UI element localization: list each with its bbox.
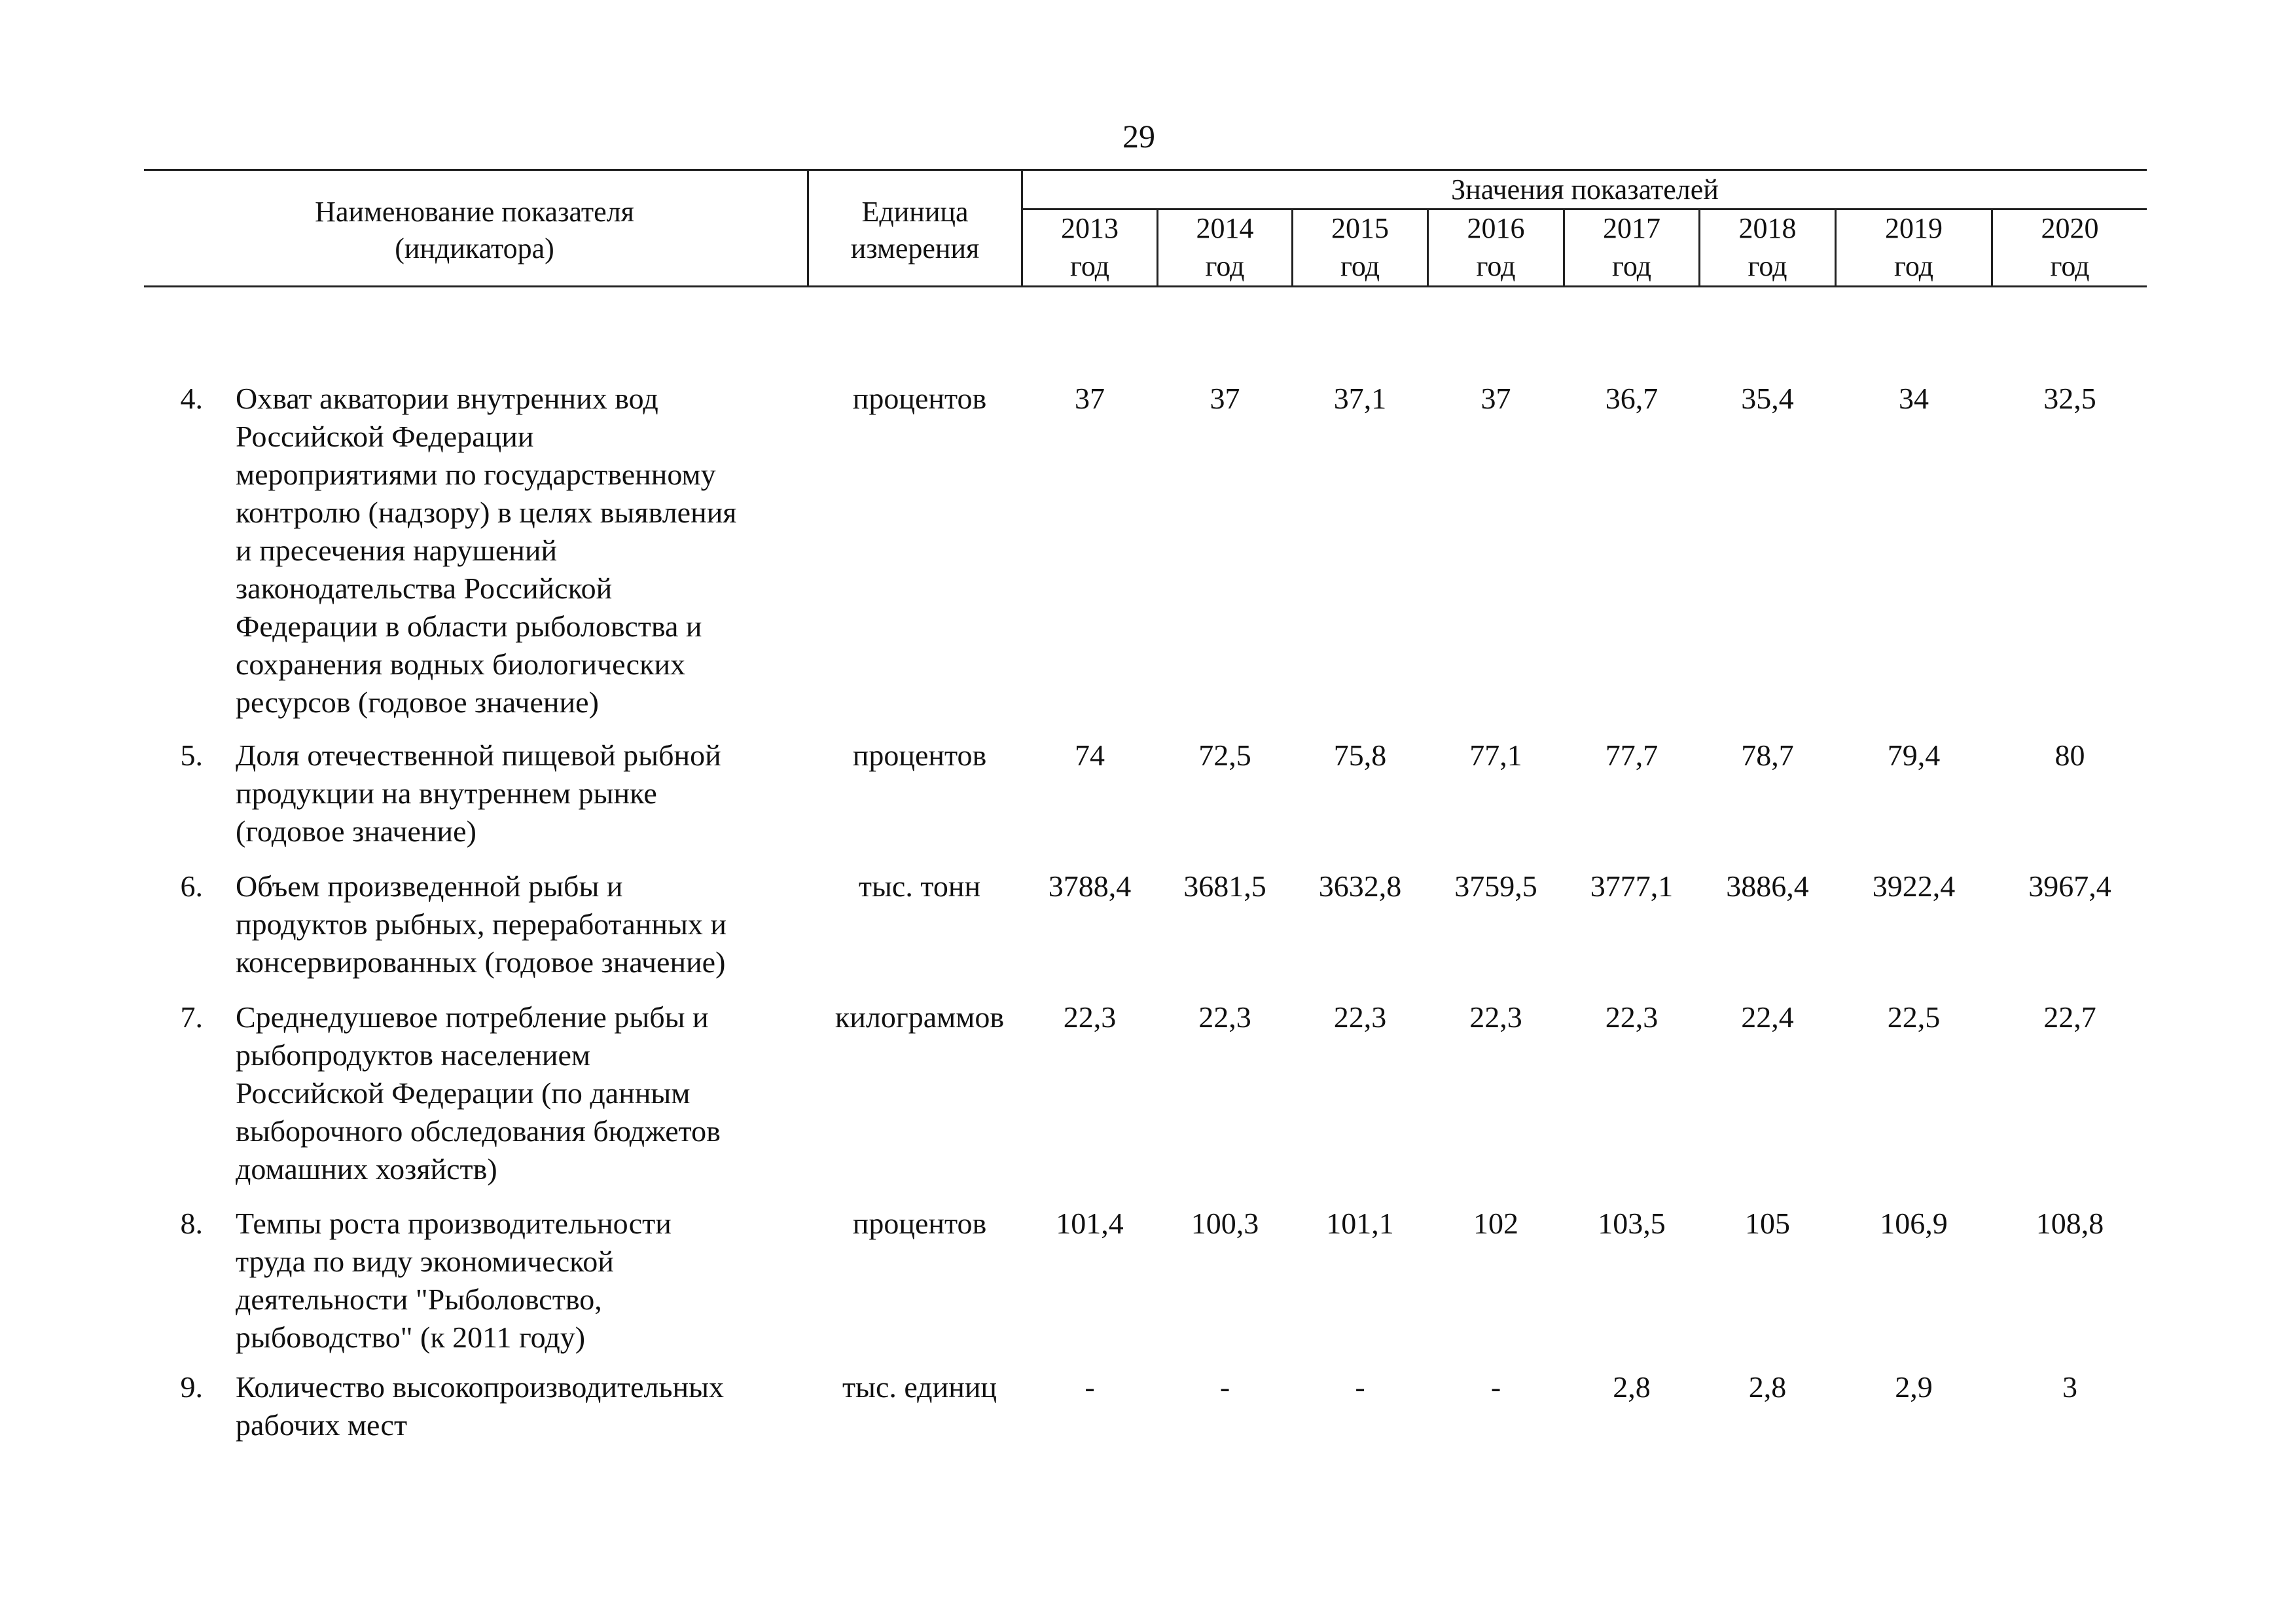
value-cell-2018: 22,4 xyxy=(1741,1000,1794,1034)
value-cell-2013: 37 xyxy=(1075,382,1105,415)
year-suffix: год xyxy=(2050,250,2090,282)
value-cell-2016: 37 xyxy=(1480,382,1511,415)
value-cell-2014: - xyxy=(1219,1370,1230,1404)
year-suffix: год xyxy=(1069,250,1110,282)
year-divider xyxy=(1835,210,1837,287)
header-year-5 xyxy=(1700,210,1835,285)
indicator-name-line: Охват акватории внутренних вод xyxy=(236,382,658,415)
row-number: 4. xyxy=(180,382,203,415)
value-cell-2018: 78,7 xyxy=(1741,739,1794,772)
header-year-3 xyxy=(1429,210,1563,285)
indicator-name-line: продуктов рыбных, переработанных и xyxy=(236,907,726,941)
unit-of-measure: тыс. тонн xyxy=(858,869,981,903)
indicator-name-line: мероприятиями по государственному xyxy=(236,458,716,491)
value-cell-2020: 80 xyxy=(2054,739,2085,772)
indicator-name-line: продукции на внутреннем рынке xyxy=(236,776,657,810)
unit-of-measure: тыс. единиц xyxy=(842,1370,997,1404)
indicator-name-line: Российской Федерации xyxy=(236,420,534,453)
value-cell-2015: 75,8 xyxy=(1333,739,1387,772)
header-bottom-rule xyxy=(144,285,2147,287)
indicator-name-line: (годовое значение) xyxy=(236,814,476,848)
value-cell-2015: 22,3 xyxy=(1333,1000,1387,1034)
value-cell-2017: 36,7 xyxy=(1605,382,1659,415)
value-cell-2019: 79,4 xyxy=(1887,739,1941,772)
indicator-name-line: Среднедушевое потребление рыбы и xyxy=(236,1000,709,1034)
table-row xyxy=(0,867,2296,981)
value-cell-2013: 3788,4 xyxy=(1048,869,1132,903)
year-divider xyxy=(1291,210,1293,287)
value-cell-2013: 22,3 xyxy=(1063,1000,1117,1034)
header-unit-line1: Единица xyxy=(861,196,969,228)
header-year-0 xyxy=(1023,210,1157,285)
indicator-name-line: ресурсов (годовое значение) xyxy=(236,685,599,719)
year-label: 2014 xyxy=(1196,212,1254,244)
year-suffix: год xyxy=(1205,250,1245,282)
value-cell-2015: 3632,8 xyxy=(1318,869,1402,903)
value-cell-2020: 3967,4 xyxy=(2028,869,2111,903)
unit-of-measure: процентов xyxy=(852,739,987,772)
value-cell-2013: - xyxy=(1085,1370,1095,1404)
header-name-line1: Наименование показателя xyxy=(315,196,634,228)
value-cell-2020: 3 xyxy=(2062,1370,2077,1404)
year-suffix: год xyxy=(1340,250,1380,282)
unit-of-measure: килограммов xyxy=(834,1000,1005,1034)
value-cell-2018: 105 xyxy=(1745,1207,1790,1240)
year-suffix: год xyxy=(1476,250,1516,282)
year-label: 2020 xyxy=(2041,212,2099,244)
header-unit-line2: измерения xyxy=(850,232,980,264)
year-suffix: год xyxy=(1893,250,1934,282)
value-cell-2015: 101,1 xyxy=(1326,1207,1394,1240)
value-cell-2017: 3777,1 xyxy=(1590,869,1674,903)
indicator-name xyxy=(236,737,812,850)
value-cell-2017: 22,3 xyxy=(1605,1000,1659,1034)
year-divider xyxy=(1157,210,1158,287)
value-cell-2018: 2,8 xyxy=(1748,1370,1787,1404)
row-number: 5. xyxy=(180,739,203,772)
indicator-name-line: домашних хозяйств) xyxy=(236,1152,497,1186)
value-cell-2019: 2,9 xyxy=(1895,1370,1933,1404)
header-year-1 xyxy=(1158,210,1291,285)
value-cell-2016: - xyxy=(1490,1370,1501,1404)
value-cell-2015: 37,1 xyxy=(1333,382,1387,415)
year-divider xyxy=(1698,210,1700,287)
value-cell-2013: 101,4 xyxy=(1056,1207,1124,1240)
value-cell-2020: 32,5 xyxy=(2043,382,2096,415)
value-cell-2017: 103,5 xyxy=(1598,1207,1666,1240)
indicator-name-line: законодательства Российской xyxy=(236,572,613,605)
value-cell-2019: 106,9 xyxy=(1880,1207,1948,1240)
indicator-name-line: рыбопродуктов населением xyxy=(236,1038,591,1072)
table-row xyxy=(0,1368,2296,1444)
indicator-name-line: деятельности "Рыболовство, xyxy=(236,1283,602,1316)
value-cell-2014: 100,3 xyxy=(1191,1207,1259,1240)
indicator-name xyxy=(236,867,812,981)
table-row xyxy=(0,737,2296,850)
value-cell-2020: 108,8 xyxy=(2036,1207,2104,1240)
unit-of-measure: процентов xyxy=(852,1207,987,1240)
indicator-name-line: и пресечения нарушений xyxy=(236,534,558,567)
value-cell-2019: 22,5 xyxy=(1887,1000,1941,1034)
indicator-name-line: сохранения водных биологических xyxy=(236,647,686,681)
table-row xyxy=(0,1205,2296,1357)
value-cell-2020: 22,7 xyxy=(2043,1000,2096,1034)
year-suffix: год xyxy=(1611,250,1652,282)
value-cell-2014: 3681,5 xyxy=(1183,869,1266,903)
row-number: 8. xyxy=(180,1207,203,1240)
value-cell-2016: 102 xyxy=(1473,1207,1518,1240)
year-label: 2018 xyxy=(1738,212,1797,244)
value-cell-2019: 3922,4 xyxy=(1872,869,1956,903)
year-label: 2017 xyxy=(1603,212,1660,244)
indicator-name xyxy=(236,1368,812,1444)
row-number: 9. xyxy=(180,1370,203,1404)
indicator-name-line: Доля отечественной пищевой рыбной xyxy=(236,739,721,772)
header-year-7 xyxy=(1993,210,2147,285)
year-label: 2016 xyxy=(1467,212,1525,244)
indicator-name-line: Федерации в области рыболовства и xyxy=(236,610,702,643)
year-label: 2015 xyxy=(1331,212,1389,244)
header-year-4 xyxy=(1565,210,1698,285)
indicator-name-line: Объем произведенной рыбы и xyxy=(236,869,623,903)
header-year-2 xyxy=(1293,210,1427,285)
row-number: 6. xyxy=(180,869,203,903)
year-suffix: год xyxy=(1748,250,1787,282)
value-cell-2013: 74 xyxy=(1075,739,1105,772)
year-divider xyxy=(1427,210,1429,287)
value-cell-2019: 34 xyxy=(1899,382,1929,415)
value-cell-2016: 77,1 xyxy=(1469,739,1522,772)
page-number: 29 xyxy=(1122,118,1155,155)
value-cell-2014: 72,5 xyxy=(1198,739,1251,772)
indicator-name-line: контролю (надзору) в целях выявления xyxy=(236,496,737,529)
value-cell-2014: 37 xyxy=(1210,382,1240,415)
indicator-name-line: Темпы роста производительности xyxy=(236,1207,672,1240)
header-year-6 xyxy=(1837,210,1991,285)
value-cell-2014: 22,3 xyxy=(1198,1000,1251,1034)
header-top-rule xyxy=(144,169,2147,171)
year-divider xyxy=(1991,210,1993,287)
value-cell-2018: 35,4 xyxy=(1741,382,1794,415)
year-divider xyxy=(1563,210,1565,287)
indicator-name-line: труда по виду экономической xyxy=(236,1245,614,1278)
value-cell-2016: 22,3 xyxy=(1469,1000,1522,1034)
header-name-line2: (индикатора) xyxy=(395,232,554,264)
value-cell-2015: - xyxy=(1355,1370,1365,1404)
indicator-name-line: консервированных (годовое значение) xyxy=(236,945,726,979)
indicator-name-line: Количество высокопроизводительных xyxy=(236,1370,725,1404)
row-number: 7. xyxy=(180,1000,203,1034)
table-row xyxy=(0,380,2296,721)
indicator-name xyxy=(236,1205,812,1357)
year-label: 2019 xyxy=(1885,212,1943,244)
value-cell-2018: 3886,4 xyxy=(1726,869,1809,903)
indicator-name-line: рабочих мест xyxy=(236,1408,408,1442)
indicator-name xyxy=(236,380,812,721)
year-label: 2013 xyxy=(1061,212,1119,244)
indicator-name-line: рыбоводство" (к 2011 году) xyxy=(236,1321,586,1354)
indicator-name-line: выборочного обследования бюджетов xyxy=(236,1114,721,1148)
value-cell-2017: 77,7 xyxy=(1605,739,1659,772)
value-cell-2017: 2,8 xyxy=(1613,1370,1651,1404)
value-cell-2016: 3759,5 xyxy=(1454,869,1537,903)
indicator-name-line: Российской Федерации (по данным xyxy=(236,1076,691,1110)
table-row xyxy=(0,998,2296,1188)
unit-of-measure: процентов xyxy=(852,382,987,415)
indicator-name xyxy=(236,998,812,1188)
header-values-group: Значения показателей xyxy=(1451,173,1719,206)
